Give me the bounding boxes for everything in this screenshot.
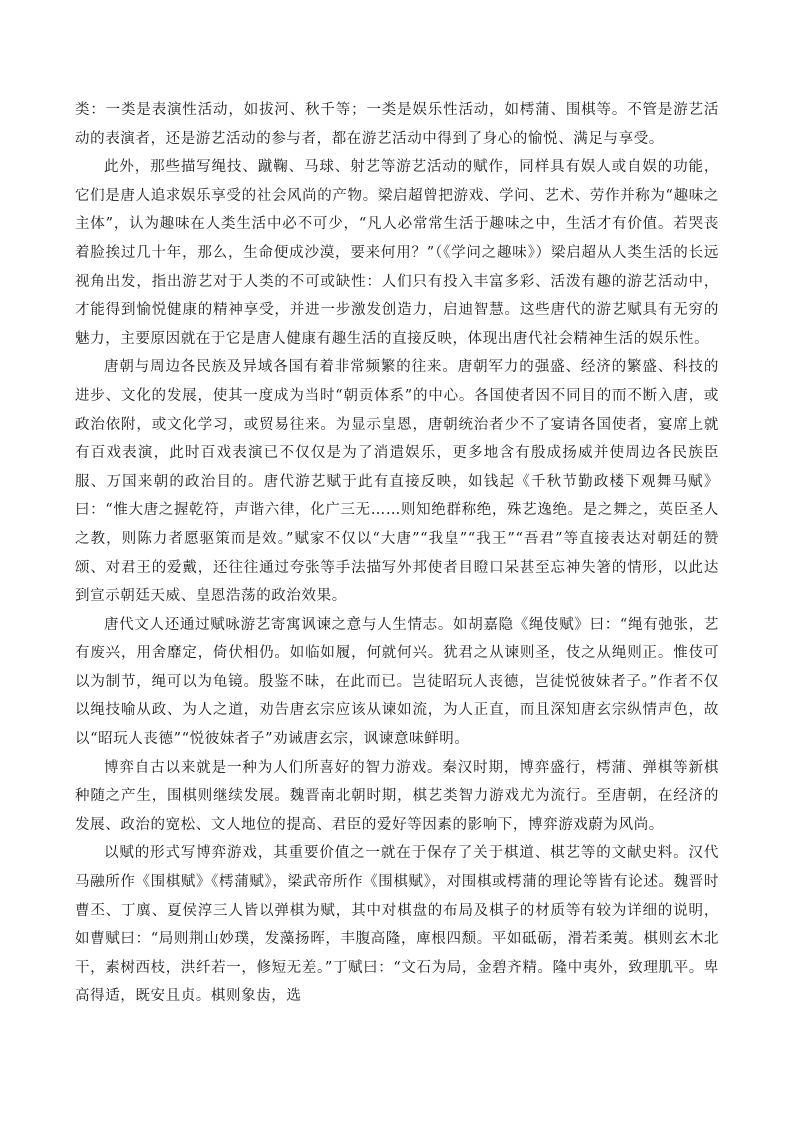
paragraph-3: 唐朝与周边各民族及异域各国有着非常频繁的往来。唐朝军力的强盛、经济的繁盛、科技的进步、文化的发展，使其一度成为当时“朝贡体系”的中心。各国使者因不同目的而不断入唐，或政治依附，或文化学习，或贸易往来。为显示皇恩，唐朝统治者少不了宴请各国使者，宴席上就有百戏表演，此时百戏表演已不仅仅是为了消遣娱乐，更多地含有殷成扬威并使周边各民族臣服、万国来朝的政治目的。唐代游艺赋于此有直接反映，如钱起《千秋节勤政楼下观舞马赋》曰：“惟大唐之握乾符，声谐六律，化广三无……则知绝群称绝，殊艺逸绝。是之舞之，英臣圣人之教，则陈力者愿驱策而是效。”赋家不仅以“大唐”“我皇”“我王”“吾君”等直接表达对朝廷的赞颂、对君王的爱戴，还往往通过夸张等手法描写外邦使者目瞪口呆甚至忘神失箸的情形，以此达到宣示朝廷天威、皇恩浩荡的政治效果。 <box>75 359 719 605</box>
document-body <box>75 96 719 1011</box>
paragraph-4: 唐代文人还通过赋咏游艺寄寓讽谏之意与人生情志。如胡嘉隐《绳伎赋》曰：“绳有弛张，艺有废兴，用舍靡定，倚伏相仍。如临如履，何就何兴。犹君之从谏则圣，伎之从绳则正。惟伎可以为制节，绳可以为龟镜。殷鉴不昧，在此而已。岂徒昭玩人丧德，岂徒悦彼妹者子。”作者不仅以绳技喻从政、为人之道，劝告唐玄宗应该从谏如流，为人正直，而且深知唐玄宗纵情声色，故以“昭玩人丧德”“悦彼妹者子”劝诫唐玄宗，讽谏意味鲜明。 <box>75 616 719 748</box>
paragraph-1: 类：一类是表演性活动，如拔河、秋千等；一类是娱乐性活动，如樗蒲、围棋等。不管是游艺活动的表演者，还是游艺活动的参与者，都在游艺活动中得到了身心的愉悦、满足与享受。 <box>75 102 719 147</box>
paragraph-5: 博弈自古以来就是一种为人们所喜好的智力游戏。秦汉时期，博弈盛行，樗蒲、弹棋等新棋种随之产生，围棋则继续发展。魏晋南北朝时期，棋艺类智力游戏尤为流行。至唐朝，在经济的发展、政治的宽松、文人地位的提高、君臣的爱好等因素的影响下，博弈游戏蔚为风尚。 <box>75 759 719 833</box>
paragraph-2: 此外，那些描写绳技、蹴鞠、马球、射艺等游艺活动的赋作，同样具有娱人或自娱的功能，它们是唐人追求娱乐享受的社会风尚的产物。梁启超曾把游戏、学问、艺术、劳作并称为“趣味之主体”，认为趣味在人类生活中必不可少，“凡人必常常生活于趣味之中，生活才有价值。若哭丧着脸挨过几十年，那么，生命便成沙漠，要来何用？”（《学问之趣味》）梁启超从人类生活的长远视角出发，指出游艺对于人类的不可或缺性：人们只有投入丰富多彩、活泼有趣的游艺活动中，才能得到愉悦健康的精神享受，并进一步激发创造力，启迪智慧。这些唐代的游艺赋具有无穷的魅力，主要原因就在于它是唐人健康有趣生活的直接反映，体现出唐代社会精神生活的娱乐性。 <box>75 159 719 347</box>
paragraph-6: 以赋的形式写博弈游戏，其重要价值之一就在于保存了关于棋道、棋艺等的文献史料。汉代马融所作《围棋赋》《樗蒲赋》，梁武帝所作《围棋赋》，对围棋或樗蒲的理论等皆有论述。魏晋时曹丕、丁廙、夏侯淳三人皆以弹棋为赋，其中对棋盘的布局及棋子的材质等有较为详细的说明，如曹赋曰：“局则荆山妙璞，发藻扬晖，丰腹高隆，庳根四颓。平如砥砺，滑若柔荑。棋则玄木北干，素树西枝，洪纤若一，修短无差。”丁赋曰：“文石为局，金碧齐精。隆中夷外，致理肌平。卑高得适，既安且贞。棋则象齿，选 <box>75 845 719 1005</box>
